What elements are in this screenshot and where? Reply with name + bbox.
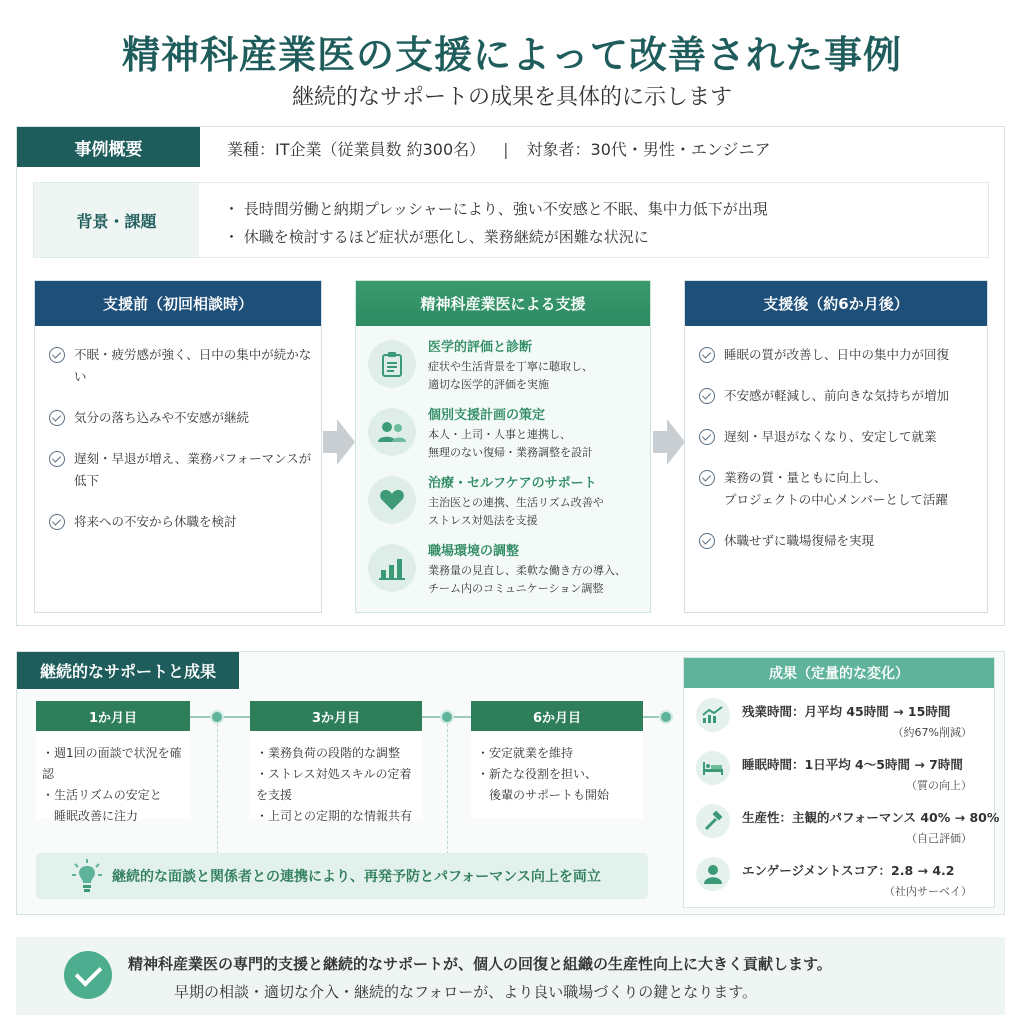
after-item-text: 睡眠の質が改善し、日中の集中力が回復: [724, 347, 950, 362]
after-item-text: 遅刻・早退がなくなり、安定して就業: [724, 429, 937, 444]
background-label: 背景・課題: [34, 183, 199, 257]
result-note: （自己評価）: [906, 832, 972, 845]
phase-title: 3か月目: [250, 701, 422, 731]
page-title: 精神科産業医の支援によって改善された事例: [121, 33, 902, 77]
support-item-title: 職場環境の調整: [428, 544, 520, 559]
hammer-icon: [696, 804, 730, 838]
phase-item: ・安定就業を維持: [477, 746, 574, 760]
support-card: [355, 280, 651, 613]
trend-up-icon: [696, 698, 730, 732]
phase-item: ・新たな役割を担い、: [477, 767, 598, 781]
support-item-desc: 本人・上司・人事と連携し、: [428, 428, 571, 441]
check-circle-icon: [49, 347, 65, 363]
background-box: [33, 182, 989, 258]
arrow-right-icon: [323, 417, 355, 467]
support-item-desc: ストレス対処法を支援: [428, 514, 538, 527]
arrow-right-icon: [653, 417, 685, 467]
phase-title: 6か月目: [471, 701, 643, 731]
conclusion-line1: 精神科産業医の専門的支援と継続的なサポートが、個人の回復と組織の生産性向上に大きく貢献します。: [128, 955, 832, 973]
support-item: [368, 474, 650, 530]
support-item-title: 個別支援計画の策定: [428, 408, 546, 423]
before-item: [49, 511, 321, 533]
lightbulb-icon: [72, 859, 102, 893]
check-circle-icon: [699, 347, 715, 363]
after-item-text: 休職せずに職場復帰を実現: [724, 533, 875, 548]
conclusion-banner: [16, 937, 1005, 1015]
phase-item: 後輩のサポートも開始: [477, 788, 610, 802]
bed-icon: [696, 751, 730, 785]
check-circle-icon: [699, 470, 715, 486]
page-subtitle: 継続的なサポートの成果を具体的に示します: [291, 85, 732, 110]
before-item: [49, 407, 321, 429]
target-text: 対象者：30代・男性・エンジニア: [526, 140, 771, 159]
phase-title: 1か月目: [36, 701, 190, 731]
support-item-desc: 症状や生活背景を丁寧に聴取し、: [428, 360, 593, 373]
background-item: ・ 休職を検討するほど症状が悪化し、業務継続が困難な状況に: [224, 228, 649, 246]
phase-card: [250, 701, 422, 823]
support-item-desc: 適切な医学的評価を実施: [428, 378, 549, 391]
phase-list: [36, 731, 190, 827]
timeline-connector: [217, 724, 218, 854]
after-item: [699, 530, 987, 552]
after-item: [699, 385, 987, 407]
continuous-panel: [16, 651, 1005, 915]
support-title: 精神科産業医による支援: [356, 281, 650, 326]
check-circle-icon: [64, 951, 112, 999]
after-item: [699, 426, 987, 448]
timeline-connector: [447, 724, 448, 854]
results-card: [683, 657, 1000, 908]
overview-separator: |: [503, 140, 509, 159]
background-item: ・ 長時間労働と納期プレッシャーにより、強い不安感と不眠、集中力低下が出現: [224, 200, 768, 218]
phase-card: [471, 701, 643, 819]
check-circle-icon: [699, 533, 715, 549]
support-item-desc: 主治医との連携、生活リズム改善や: [428, 496, 604, 509]
before-item: [49, 448, 321, 492]
before-title: 支援前（初回相談時）: [35, 281, 321, 326]
support-list: [356, 326, 650, 598]
people-icon: [368, 408, 416, 456]
phase-item: ・ストレス対処スキルの定着を支援: [256, 767, 412, 802]
support-item-title: 医学的評価と診断: [428, 340, 533, 355]
result-text: エンゲージメントスコア：2.8 → 4.2: [742, 863, 955, 878]
phase-item: ・週1回の面談で状況を確認: [42, 746, 182, 781]
after-item-text: [724, 467, 948, 511]
before-item-text: 気分の落ち込みや不安感が継続: [74, 410, 250, 425]
check-circle-icon: [699, 429, 715, 445]
after-item-line: 業務の質・量ともに向上し、: [724, 470, 887, 485]
result-note: （約67%削減）: [892, 726, 972, 739]
support-item-desc: 無理のない復帰・業務調整を設計: [428, 446, 593, 459]
phase-list: [250, 731, 422, 827]
check-circle-icon: [49, 514, 65, 530]
summary-text: 継続的な面談と関係者との連携により、再発予防とパフォーマンス向上を両立: [112, 869, 601, 885]
result-text: 睡眠時間：1日平均 4〜5時間 → 7時間: [742, 757, 963, 772]
after-list: [685, 326, 987, 552]
before-card: [34, 280, 322, 613]
before-item-text: 不眠・疲労感が強く、日中の集中が続かない: [74, 347, 312, 384]
support-item-desc: チーム内のコミュニケーション調整: [428, 582, 604, 595]
support-item: [368, 406, 650, 462]
summary-bar: [36, 853, 648, 899]
phase-list: [471, 731, 643, 806]
support-item: [368, 338, 650, 394]
before-list: [35, 326, 321, 533]
person-icon: [696, 857, 730, 891]
check-circle-icon: [49, 410, 65, 426]
results-title: 成果（定量的な変化）: [684, 658, 994, 688]
check-circle-icon: [699, 388, 715, 404]
support-item-title: 治療・セルフケアのサポート: [428, 476, 597, 491]
result-note: （質の向上）: [906, 779, 972, 792]
support-item-desc: 業務量の見直し、柔軟な働き方の導入、: [428, 564, 626, 577]
result-text: 残業時間：月平均 45時間 → 15時間: [742, 704, 951, 719]
after-title: 支援後（約6か月後）: [685, 281, 987, 326]
after-item-line: プロジェクトの中心メンバーとして活躍: [724, 492, 948, 507]
overview-text: [227, 137, 770, 160]
phase-item: 睡眠改善に注力: [42, 809, 139, 823]
after-item-text: 不安感が軽減し、前向きな気持ちが増加: [724, 388, 950, 403]
result-text: 生産性：主観的パフォーマンス 40% → 80%: [742, 810, 1000, 825]
result-note: （社内サーベイ）: [884, 885, 972, 898]
case-panel: [16, 126, 1005, 626]
bar-chart-icon: [368, 544, 416, 592]
after-item: [699, 344, 987, 366]
check-circle-icon: [49, 451, 65, 467]
conclusion-line2: 早期の相談・適切な介入・継続的なフォローが、より良い職場づくりの鍵となります。: [174, 983, 758, 1001]
phase-item: ・業務負荷の段階的な調整: [256, 746, 401, 760]
background-list: [224, 195, 768, 251]
phase-item: ・生活リズムの安定と: [42, 788, 162, 802]
heart-icon: [368, 476, 416, 524]
support-item: [368, 542, 650, 598]
after-card: [684, 280, 988, 613]
continuous-tag: 継続的なサポートと成果: [17, 652, 239, 689]
phase-item: ・上司との定期的な情報共有: [256, 809, 413, 823]
after-item: [699, 467, 987, 511]
before-item-text: 将来への不安から休職を検討: [74, 514, 237, 529]
timeline-dot: [659, 710, 673, 724]
timeline-dot: [440, 710, 454, 724]
overview-tag: 事例概要: [17, 127, 200, 167]
timeline-dot: [210, 710, 224, 724]
clipboard-icon: [368, 340, 416, 388]
industry-text: 業種：IT企業（従業員数 約300名）: [227, 140, 486, 159]
phase-card: [36, 701, 190, 823]
before-item-text: 遅刻・早退が増え、業務パフォーマンスが低下: [74, 451, 312, 488]
before-item: [49, 344, 321, 388]
